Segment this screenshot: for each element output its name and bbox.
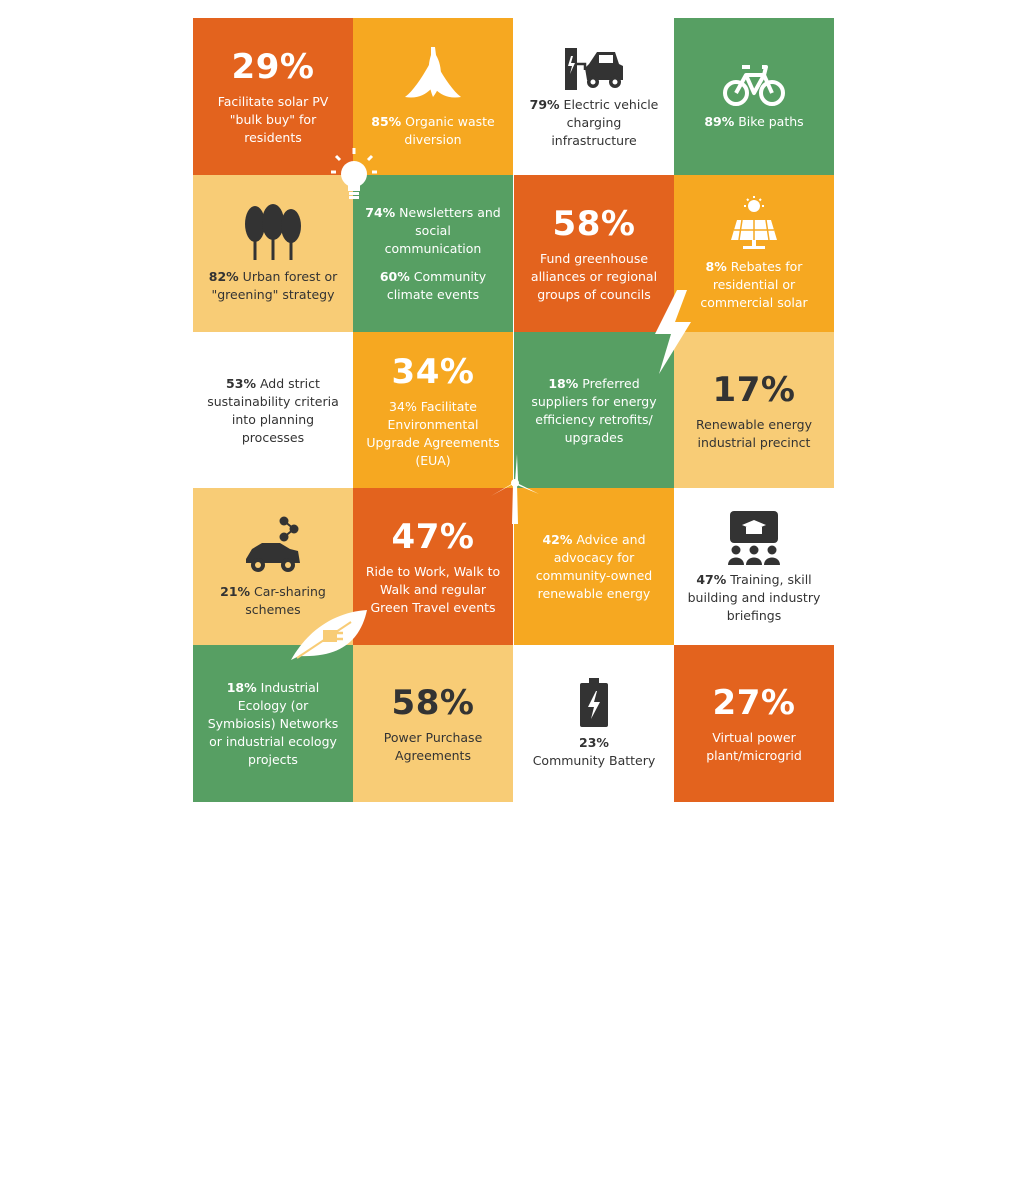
battery-icon (579, 678, 609, 728)
banana-peel-icon (403, 45, 463, 107)
cell-industrial-ecology (193, 645, 353, 802)
stat-label: 42% Advice and advocacy for community-owned renewable energy (535, 531, 653, 601)
stat-label: 18% Industrial Ecology (or Symbiosis) Networks or industrial ecology projects (207, 679, 339, 767)
cell-power-purchase (353, 645, 513, 802)
stat-label: Fund greenhouse alliances or regional groups of councils (530, 250, 658, 302)
cell-community-battery (514, 645, 674, 802)
cell-renewable-precinct (674, 332, 834, 489)
stat-label: 79% Electric vehicle charging infrastructure (529, 96, 659, 148)
bicycle-icon (722, 63, 786, 107)
car-sharing-icon (242, 515, 304, 577)
stat-label: Virtual power plant/microgrid (706, 729, 802, 763)
ev-charging-icon (563, 44, 625, 90)
cell-communication (353, 175, 513, 332)
lightbulb-icon (331, 148, 377, 204)
cell-solar-rebates (674, 175, 834, 332)
stat-percent: 34% (391, 351, 475, 392)
cell-urban-forest (193, 175, 353, 332)
stat-label-climate-events: 60% Community climate events (379, 268, 487, 302)
leaf-plug-icon (289, 608, 369, 662)
stat-label: 89% Bike paths (704, 113, 804, 129)
stat-percent: 47% (391, 516, 475, 557)
stat-label: 85% Organic waste diversion (371, 113, 495, 147)
solar-panel-icon (725, 196, 783, 252)
stat-label: Renewable energy industrial precinct (696, 416, 812, 450)
cell-sustainability-criteria (193, 332, 353, 489)
cell-training (674, 488, 834, 645)
stat-label: 8% Rebates for residential or commercial solar (700, 258, 808, 310)
stat-label: 23% Community Battery (532, 734, 656, 768)
stat-label-newsletters: 74% Newsletters and social communication (365, 204, 501, 256)
cell-virtual-power (674, 645, 834, 802)
stat-label: 53% Add strict sustainability criteria into planning processes (207, 375, 339, 445)
cell-ev-charging (514, 18, 674, 175)
cell-solar-bulk-buy (193, 18, 353, 175)
stat-label: 47% Training, skill building and industry briefings (687, 571, 821, 623)
stat-label: 34% Facilitate Environmental Upgrade Agreements (EUA) (366, 398, 500, 468)
stat-percent: 58% (552, 203, 636, 244)
initiatives-grid (193, 18, 835, 802)
stat-label: Facilitate solar PV "bulk buy" for residents (217, 93, 329, 145)
stat-label: Ride to Work, Walk to Walk and regular Green Travel events (365, 563, 501, 615)
stat-label: 18% Preferred suppliers for energy efficiency retrofits/ upgrades (531, 375, 657, 445)
stat-percent: 58% (391, 682, 475, 723)
stat-label: 21% Car-sharing schemes (220, 583, 326, 617)
stat-percent: 17% (712, 369, 796, 410)
training-presentation-icon (726, 509, 782, 565)
trees-icon (243, 204, 303, 262)
stat-percent: 29% (231, 46, 315, 87)
cell-organic-waste (353, 18, 513, 175)
lightning-bolt-icon (649, 290, 695, 374)
stat-label: 82% Urban forest or "greening" strategy (208, 268, 338, 302)
stat-label: Power Purchase Agreements (383, 729, 483, 763)
cell-bike-paths (674, 18, 834, 175)
wind-turbine-icon (487, 454, 543, 526)
stat-percent: 27% (712, 682, 796, 723)
